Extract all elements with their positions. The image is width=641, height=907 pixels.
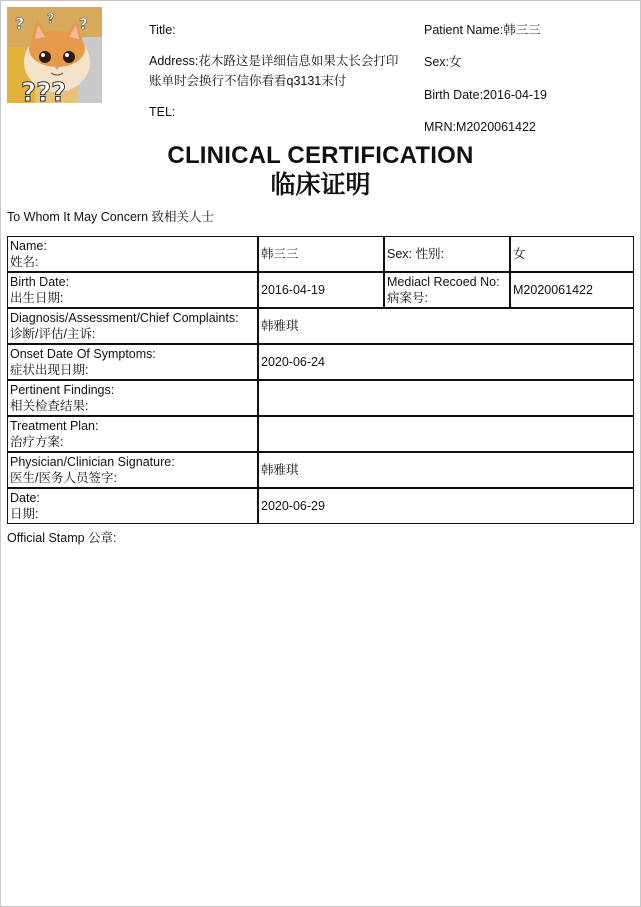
mrn-value: M2020061422 — [510, 272, 634, 308]
birth-value: 2016-04-19 — [258, 272, 384, 308]
birth-label: Birth Date: 出生日期: — [7, 272, 258, 308]
sex-label: Sex: 性别: — [384, 236, 510, 272]
treatment-value — [258, 416, 634, 452]
table-row — [7, 272, 634, 308]
table-row — [7, 488, 634, 524]
table-row — [7, 416, 634, 452]
table-row — [7, 308, 634, 344]
findings-value — [258, 380, 634, 416]
treatment-label: Treatment Plan: 治疗方案: — [7, 416, 258, 452]
date-label: Date: 日期: — [7, 488, 258, 524]
document-title-en: CLINICAL CERTIFICATION — [167, 142, 474, 169]
diagnosis-value: 韩雅琪 — [258, 308, 634, 344]
physician-label: Physician/Clinician Signature: 医生/医务人员签字: — [7, 452, 258, 488]
table-row — [7, 380, 634, 416]
table-row — [7, 236, 634, 272]
certification-form-table — [7, 236, 634, 524]
header-title-label: Title: — [149, 23, 176, 37]
header-address: Address:花木路这是详细信息如果太长会打印账单时会换行不信你看看q3131末付 — [149, 54, 399, 88]
cat-photo — [7, 7, 102, 103]
header-mrn: MRN:M2020061422 — [424, 120, 536, 134]
document-title-cn: 临床证明 — [270, 171, 371, 199]
header-birth-date: Birth Date:2016-04-19 — [424, 88, 547, 102]
sex-value: 女 — [510, 236, 634, 272]
name-label: Name: 姓名: — [7, 236, 258, 272]
findings-label: Pertinent Findings: 相关检查结果: — [7, 380, 258, 416]
mrn-label: Mediacl Recoed No: 病案号: — [384, 272, 510, 308]
svg-text:?: ? — [47, 12, 55, 27]
date-value: 2020-06-29 — [258, 488, 634, 524]
greeting: To Whom It May Concern 致相关人士 — [7, 210, 214, 224]
svg-text:???: ??? — [21, 78, 67, 103]
table-row — [7, 344, 634, 380]
header-sex: Sex:女 — [424, 55, 462, 69]
cat-image-icon — [7, 7, 102, 103]
diagnosis-label: Diagnosis/Assessment/Chief Complaints: 诊断/评估/主诉: — [7, 308, 258, 344]
header-tel-label: TEL: — [149, 105, 176, 119]
onset-value: 2020-06-24 — [258, 344, 634, 380]
svg-text:?: ? — [15, 14, 25, 33]
svg-text:?: ? — [79, 15, 88, 33]
onset-label: Onset Date Of Symptoms: 症状出现日期: — [7, 344, 258, 380]
official-stamp-label: Official Stamp 公章: — [7, 531, 117, 545]
name-value: 韩三三 — [258, 236, 384, 272]
header-patient-name: Patient Name:韩三三 — [424, 23, 541, 37]
table-row — [7, 452, 634, 488]
physician-value: 韩雅琪 — [258, 452, 634, 488]
